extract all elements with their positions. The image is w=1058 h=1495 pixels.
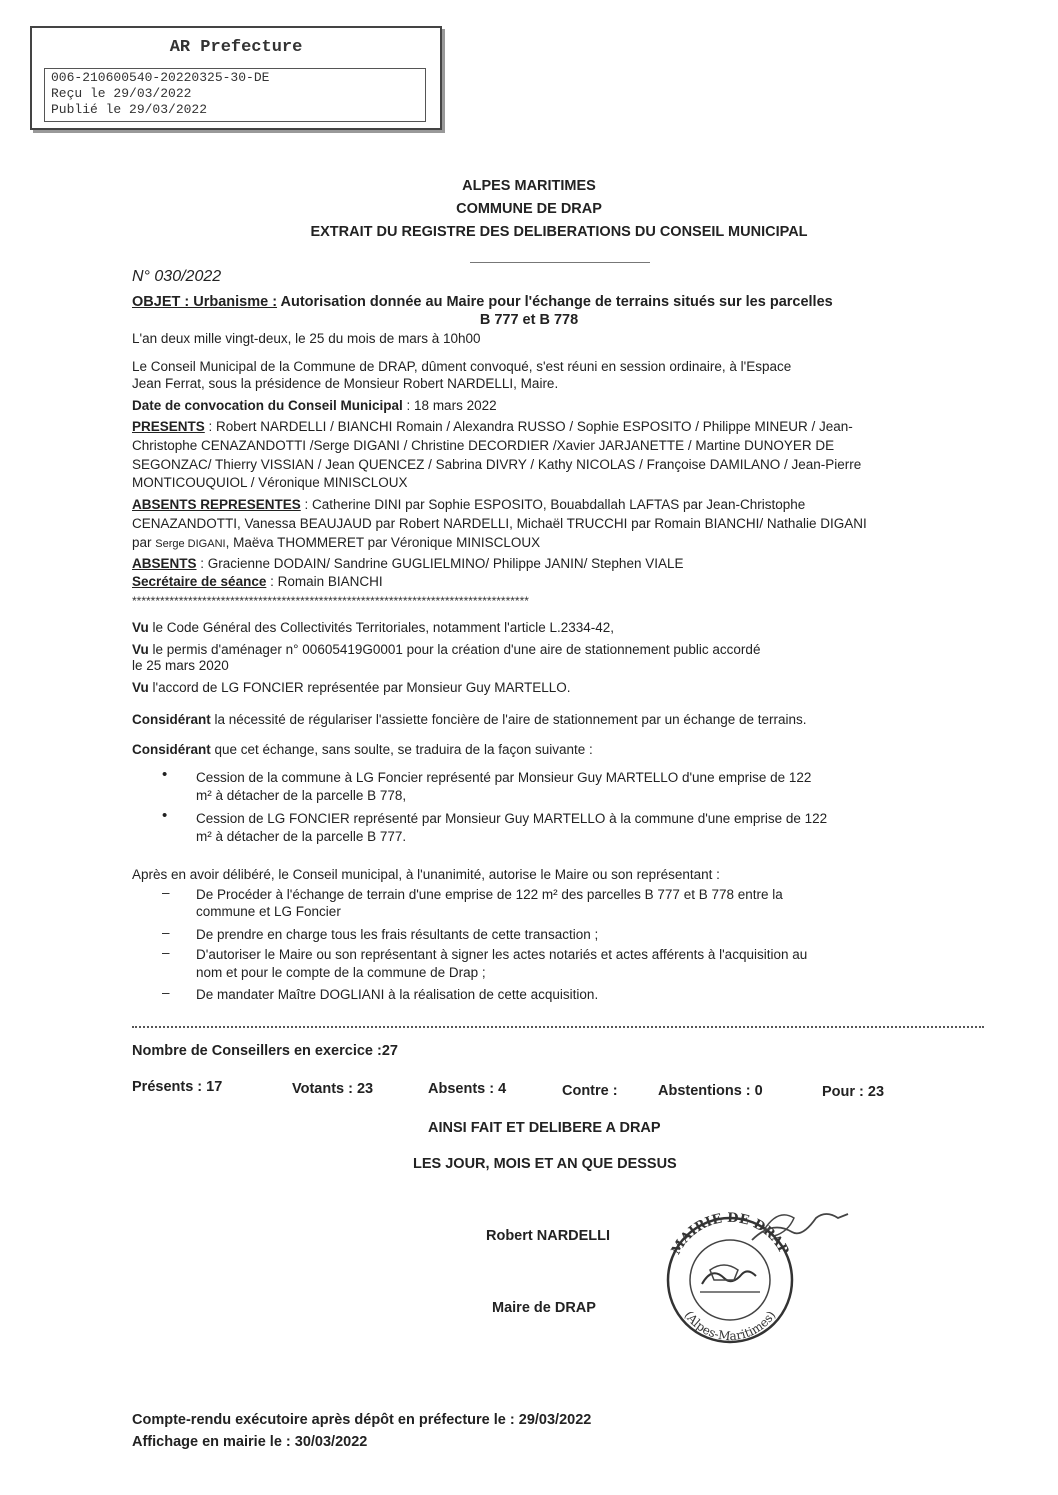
dotted-separator (132, 1026, 984, 1028)
convocation-date (132, 397, 984, 414)
secretary-line (132, 573, 984, 590)
presents-line-1 (132, 418, 984, 435)
vu-text-2a: le permis d'aménager n° 00605419G0001 pour la création d'une aire de stationnement public accordé (148, 642, 761, 657)
vu-line-2b: le 25 mars 2020 (132, 658, 229, 673)
vote-presents: Présents : 17 (132, 1079, 223, 1095)
bullet-1-line-2: m² à détacher de la parcelle B 778, (196, 788, 407, 803)
dash-icon: – (162, 925, 170, 940)
decision-3-line-1: D'autoriser le Maire ou son représentant à signer les actes notariés et actes afférents à l'acquisition au (196, 947, 808, 962)
prefecture-stamp-box (30, 26, 442, 130)
secretary-value: : Romain BIANCHI (266, 574, 383, 589)
considerant-text-1: la nécessité de régulariser l'assiette foncière de l'aire de stationnement par un échange de terrains. (210, 712, 807, 727)
vu-label-1: Vu (132, 620, 149, 635)
closing-ainsi: AINSI FAIT ET DELIBERE A DRAP (428, 1120, 661, 1136)
session-date: L'an deux mille vingt-deux, le 25 du mois de mars à 10h00 (132, 331, 481, 346)
absents-represented-label: ABSENTS REPRESENTES (132, 497, 301, 512)
presents-text-1: : Robert NARDELLI / BIANCHI Romain / Alexandra RUSSO / Sophie ESPOSITO / Philippe MINEUR / Jean- (204, 419, 853, 434)
vu-label-3: Vu (132, 680, 149, 695)
header-register-title: EXTRAIT DU REGISTRE DES DELIBERATIONS DU CONSEIL MUNICIPAL (310, 224, 808, 240)
presents-line-2: Christophe CENAZANDOTTI /Serge DIGANI / Christine DECORDIER /Xavier JARJANETTE / Martine DUNOYER DE (132, 438, 835, 453)
considerant-line-2 (132, 741, 984, 758)
secretary-label: Secrétaire de séance (132, 574, 267, 589)
vu-text-3: l'accord de LG FONCIER représentée par Monsieur Guy MARTELLO. (148, 680, 571, 695)
seal-bottom-text: (Alpes-Maritimes) (681, 1308, 779, 1344)
absents-represented-text-3a: par (132, 535, 156, 550)
decision-1-line-2: commune et LG Foncier (196, 904, 341, 919)
absents-line (132, 555, 984, 572)
absents-value: : Gracienne DODAIN/ Sandrine GUGLIELMINO/ Philippe JANIN/ Stephen VIALE (196, 556, 684, 571)
absents-represented-text-1: : Catherine DINI par Sophie ESPOSITO, Bouabdallah LAFTAS par Jean-Christophe (300, 497, 806, 512)
session-convened-1: Le Conseil Municipal de la Commune de DRAP, dûment convoqué, s'est réuni en session ordinaire, à l'Espace (132, 359, 792, 374)
vote-absents: Absents : 4 (428, 1081, 507, 1097)
vu-line-2 (132, 641, 984, 658)
decision-1-line-1: De Procéder à l'échange de terrain d'une emprise de 122 m² des parcelles B 777 et B 778 entre la (196, 887, 783, 902)
signatory-name: Robert NARDELLI (486, 1228, 611, 1244)
bullet-1-line-1: Cession de la commune à LG Foncier représenté par Monsieur Guy MARTELLO d'une emprise de 122 (196, 770, 812, 785)
absents-represented-text-3b: Serge DIGANI (155, 538, 226, 550)
decision-4: De mandater Maître DOGLIANI à la réalisation de cette acquisition. (196, 987, 599, 1002)
vu-line-3 (132, 679, 984, 696)
header-separator (470, 262, 650, 263)
footer-affichage: Affichage en mairie le : 30/03/2022 (132, 1434, 368, 1450)
considerant-label-1: Considérant (132, 712, 211, 727)
stamp-received-date: Reçu le 29/03/2022 (51, 86, 192, 101)
absents-represented-line-2: CENAZANDOTTI, Vanessa BEAUJAUD par Robert NARDELLI, Michaël TRUCCHI par Romain BIANCHI/ Nathalie DIGANI (132, 516, 867, 531)
bullet-2-line-1: Cession de LG FONCIER représenté par Monsieur Guy MARTELLO à la commune d'une emprise de 122 (196, 811, 828, 826)
bullet-icon: • (162, 766, 168, 783)
vu-label-2: Vu (132, 642, 149, 657)
footer-executoire: Compte-rendu exécutoire après dépôt en préfecture le : 29/03/2022 (132, 1412, 592, 1428)
considerant-line-1 (132, 711, 984, 728)
stamp-published-date: Publié le 29/03/2022 (51, 102, 208, 117)
bullet-2-line-2: m² à détacher de la parcelle B 777. (196, 829, 407, 844)
decision-2: De prendre en charge tous les frais résultants de cette transaction ; (196, 927, 599, 942)
dash-icon: – (162, 985, 170, 1000)
vote-votants: Votants : 23 (292, 1081, 374, 1097)
absents-represented-line-3 (132, 534, 984, 553)
decision-3-line-2: nom et pour le compte de la commune de Drap ; (196, 965, 486, 980)
absents-label: ABSENTS (132, 556, 197, 571)
considerant-text-2: que cet échange, sans soulte, se traduira de la façon suivante : (210, 742, 593, 757)
presents-line-4: MONTICOUQUIOL / Véronique MINISCLOUX (132, 475, 408, 490)
stamp-details (44, 68, 426, 122)
stamp-reference: 006-210600540-20220325-30-DE (51, 70, 270, 85)
signatory-role: Maire de DRAP (492, 1300, 596, 1316)
header-commune: COMMUNE DE DRAP (456, 201, 602, 217)
vu-text-1: le Code Général des Collectivités Territoriales, notamment l'article L.2334-42, (148, 620, 615, 635)
dash-icon: – (162, 945, 170, 960)
presents-line-3: SEGONZAC/ Thierry VISSIAN / Jean QUENCEZ / Sabrina DIVRY / Kathy NICOLAS / Françoise DAMILANO / Jean-Pierre (132, 457, 862, 472)
session-convened-2: Jean Ferrat, sous la présidence de Monsieur Robert NARDELLI, Maire. (132, 376, 559, 391)
stars-separator: ************************************************************************************* (132, 594, 529, 608)
absents-represented-text-3c: , Maëva THOMMERET par Véronique MINISCLOUX (225, 535, 541, 550)
vote-abstentions: Abstentions : 0 (658, 1083, 763, 1099)
objet-parcels: B 777 et B 778 (479, 312, 579, 328)
vote-contre: Contre : (562, 1083, 618, 1099)
deliberation-number: N° 030/2022 (132, 268, 222, 285)
conseillers-count: Nombre de Conseillers en exercice :27 (132, 1043, 398, 1059)
stamp-title: AR Prefecture (169, 38, 303, 57)
closing-jour: LES JOUR, MOIS ET AN QUE DESSUS (413, 1156, 677, 1172)
seal-top-text: MAIRIE DE DRAP (668, 1210, 792, 1258)
objet-line (132, 294, 992, 311)
objet-label: OBJET : Urbanisme : (132, 294, 278, 310)
objet-text: Autorisation donnée au Maire pour l'échange de terrains situés sur les parcelles (277, 294, 833, 310)
absents-represented-line-1 (132, 496, 984, 513)
dash-icon: – (162, 885, 170, 900)
convocation-value: : 18 mars 2022 (402, 398, 497, 413)
vu-line-1 (132, 619, 984, 636)
considerant-label-2: Considérant (132, 742, 211, 757)
decision-intro: Après en avoir délibéré, le Conseil municipal, à l'unanimité, autorise le Maire ou son représentant : (132, 867, 720, 882)
header-department: ALPES MARITIMES (462, 178, 596, 194)
mairie-seal-stamp (652, 1200, 872, 1350)
presents-label: PRESENTS (132, 419, 205, 434)
vote-pour: Pour : 23 (822, 1084, 885, 1100)
convocation-label: Date de convocation du Conseil Municipal (132, 398, 403, 413)
bullet-icon: • (162, 807, 168, 824)
